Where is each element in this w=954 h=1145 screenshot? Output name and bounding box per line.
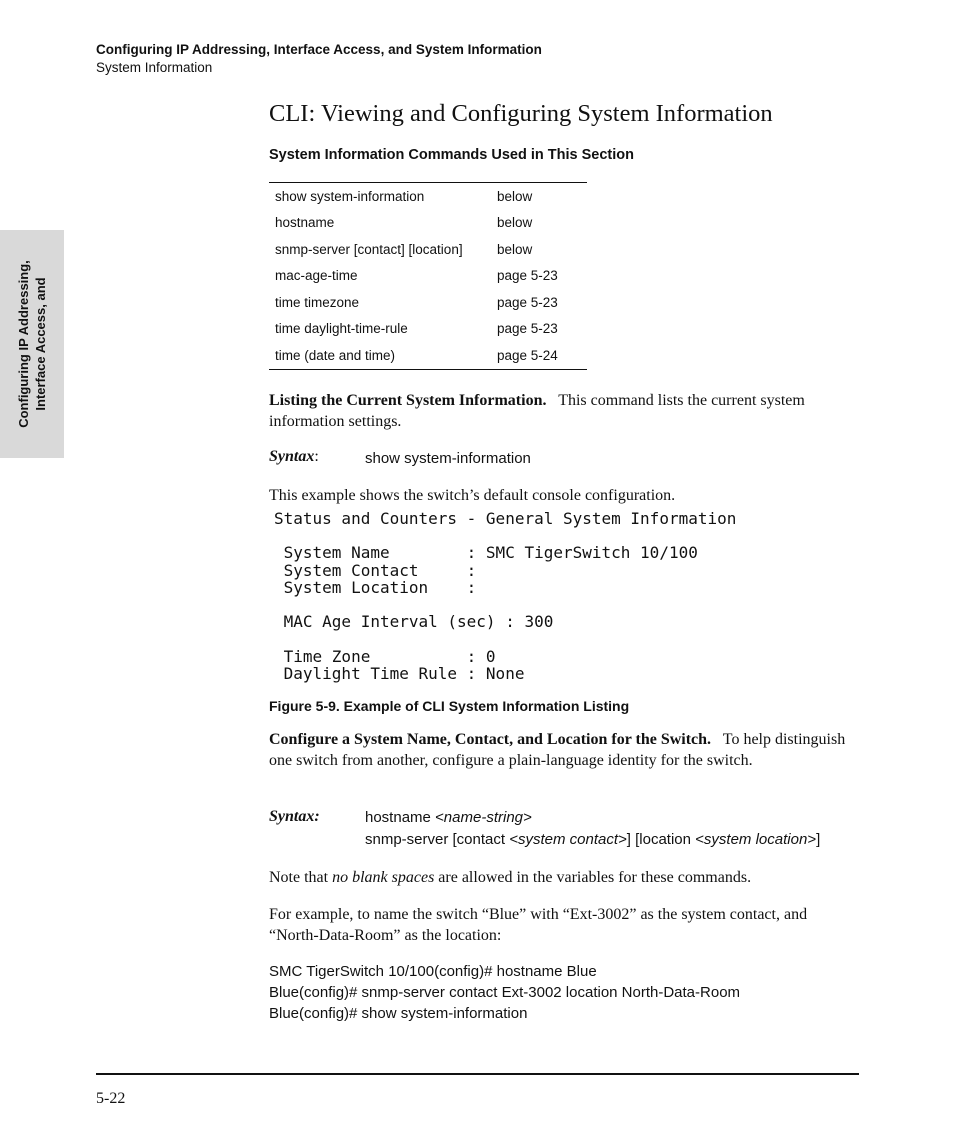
console-line: Time Zone : 0 <box>274 646 496 666</box>
footer-rule <box>96 1073 859 1075</box>
side-tab-line-1: Configuring IP Addressing, <box>16 260 31 428</box>
page-number: 5-22 <box>96 1090 126 1107</box>
console-line: System Contact : <box>274 560 477 580</box>
table-row <box>269 316 587 343</box>
side-tab-line-2: Interface Access, and <box>33 277 48 411</box>
configure-text: To help distinguish one switch from another, configure a plain-language identity for the switch. <box>269 731 846 769</box>
table-row <box>269 183 587 210</box>
for-example-paragraph: For example, to name the switch “Blue” with “Ext-3002” as the system contact, and “North-Data-Room” as the location: <box>269 906 808 944</box>
example-command-line: Blue(config)# snmp-server contact Ext-3002 location North-Data-Room <box>269 984 741 1001</box>
console-line: MAC Age Interval (sec) : 300 <box>274 612 554 632</box>
note-emphasis: no blank spaces <box>332 869 435 886</box>
listing-paragraph <box>269 390 857 432</box>
commands-heading: System Information Commands Used in This Section <box>269 147 634 163</box>
reference-cell: below <box>497 188 533 204</box>
console-line <box>274 596 736 613</box>
chapter-side-tab <box>0 230 64 458</box>
syntax-snmp-server: snmp-server [contact <system contact>] [location <system location>] <box>365 831 821 848</box>
chapter-title: Configuring IP Addressing, Interface Access, and System Information <box>96 42 542 57</box>
reference-cell: page 5-23 <box>497 294 558 310</box>
reference-cell: page 5-24 <box>497 347 558 363</box>
syntax-hostname: hostname <name-string> <box>365 809 532 826</box>
console-line: System Name : SMC TigerSwitch 10/100 <box>274 543 698 563</box>
command-cell: time daylight-time-rule <box>275 321 408 337</box>
command-cell: show system-information <box>275 188 425 204</box>
command-cell: time timezone <box>275 294 360 310</box>
page-title: CLI: Viewing and Configuring System Information <box>269 100 773 127</box>
note-paragraph: Note that no blank spaces are allowed in the variables for these commands. <box>269 869 752 886</box>
reference-cell: page 5-23 <box>497 268 558 284</box>
running-head <box>96 41 542 77</box>
table-row <box>269 263 587 290</box>
section-title: System Information <box>96 60 213 75</box>
console-line: System Location : <box>274 577 477 597</box>
command-cell: snmp-server [contact] [location] <box>275 241 463 257</box>
console-line: Status and Counters - General System Information <box>274 509 737 528</box>
syntax-command: show system-information <box>365 450 531 467</box>
reference-cell: below <box>497 241 533 257</box>
table-row <box>269 289 587 316</box>
example-command-line: Blue(config)# show system-information <box>269 1005 528 1022</box>
console-line: Daylight Time Rule : None <box>274 663 525 683</box>
listing-text: This command lists the current system information settings. <box>269 392 805 430</box>
configure-paragraph <box>269 729 857 771</box>
syntax-label: Syntax: <box>269 448 319 465</box>
reference-cell: page 5-23 <box>497 321 558 337</box>
console-line <box>274 630 736 647</box>
syntax-label-2: Syntax: <box>269 808 320 825</box>
console-screen <box>274 510 736 682</box>
table-row <box>269 236 587 263</box>
listing-heading: Listing the Current System Information. <box>269 392 547 409</box>
table-row <box>269 342 587 369</box>
example-command-line: SMC TigerSwitch 10/100(config)# hostname Blue <box>269 963 597 980</box>
table-row <box>269 210 587 237</box>
commands-table <box>269 182 587 370</box>
command-cell: time (date and time) <box>275 347 396 363</box>
command-cell: hostname <box>275 215 335 231</box>
reference-cell: below <box>497 215 533 231</box>
configure-heading: Configure a System Name, Contact, and Location for the Switch. <box>269 731 712 748</box>
figure-caption: Figure 5-9. Example of CLI System Information Listing <box>269 698 630 714</box>
console-line <box>274 527 736 544</box>
example-intro: This example shows the switch’s default console configuration. <box>269 487 676 504</box>
command-cell: mac-age-time <box>275 268 358 284</box>
